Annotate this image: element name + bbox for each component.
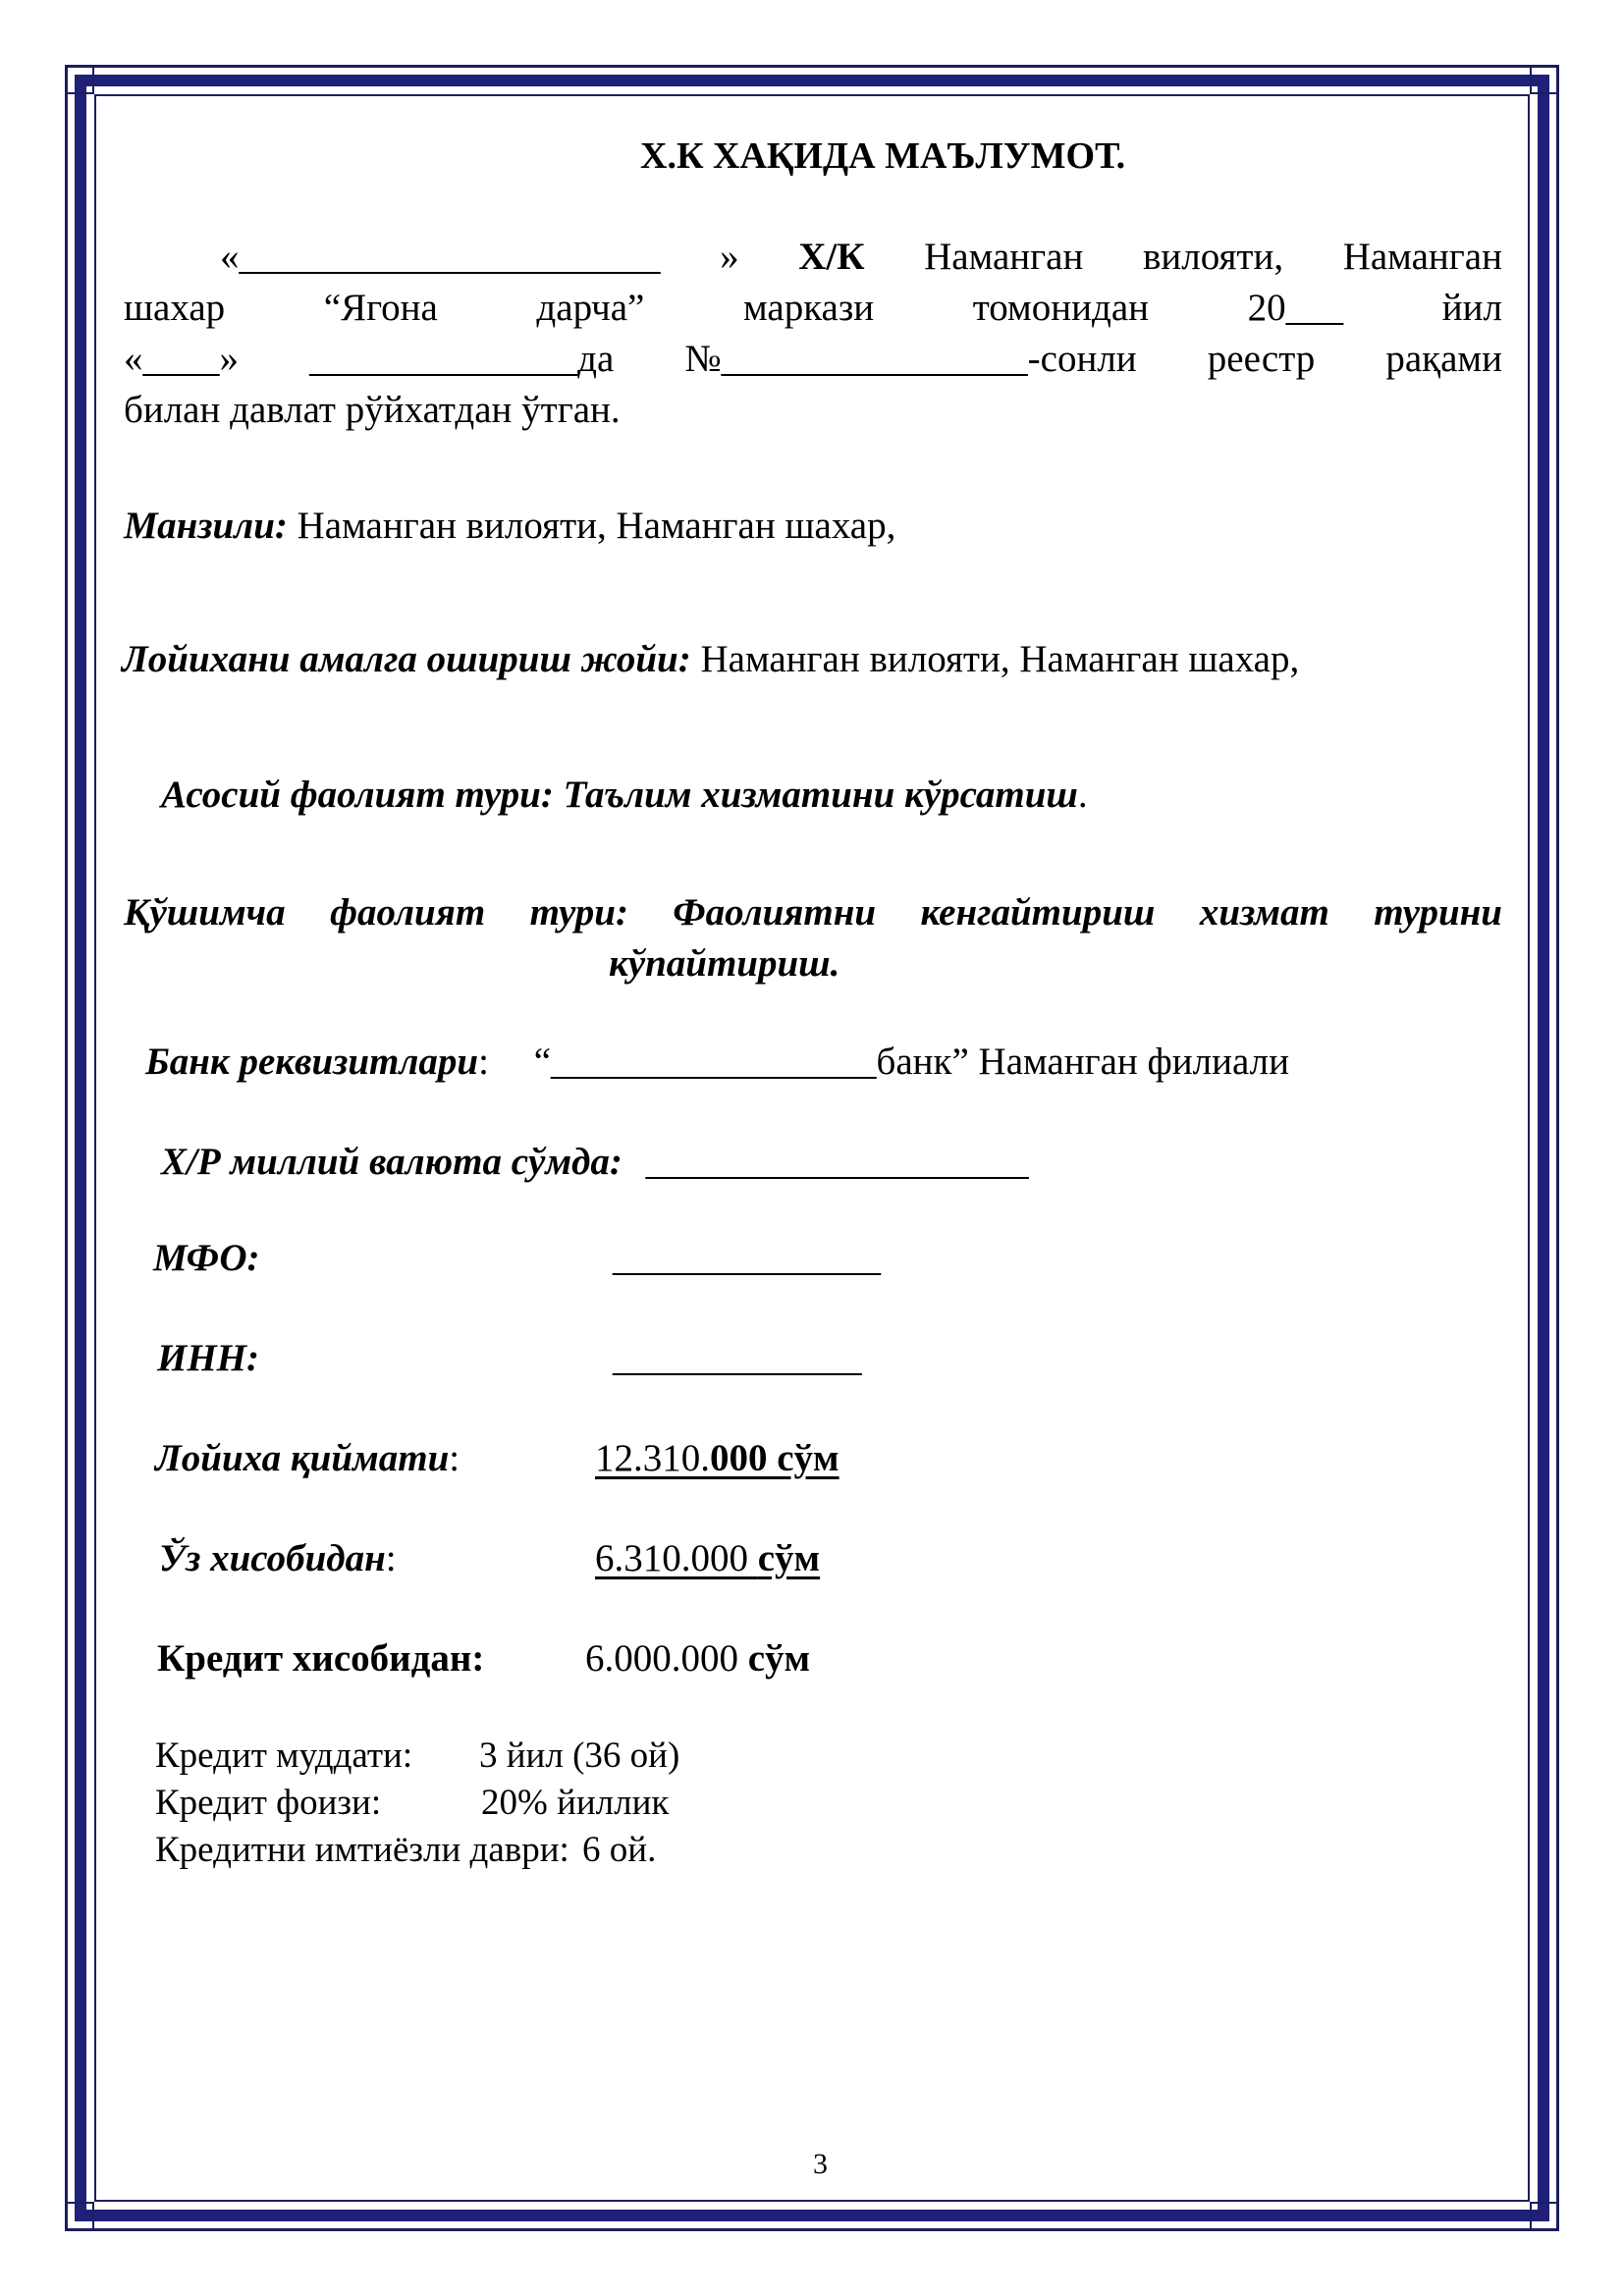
address-row — [124, 507, 895, 545]
project-cost-label-row — [155, 1439, 460, 1477]
extra-activity-word: хизмат — [1199, 891, 1329, 934]
extra-activity-word: Фаолиятни — [673, 891, 877, 934]
border-corner-ornament — [65, 2202, 94, 2231]
registry-number-blank: №________________-сонли — [684, 338, 1137, 380]
bank-label: Банк реквизитлари — [145, 1041, 479, 1083]
account-label: Х/Р миллий валюта сўмда: — [161, 1141, 623, 1183]
own-funds-currency: сўм — [757, 1537, 821, 1579]
quote-close: » — [720, 236, 739, 278]
credit-term-label: Кредит муддати: — [155, 1735, 413, 1776]
intro-line-1 — [220, 238, 1502, 276]
intro-line-2 — [124, 289, 1502, 327]
extra-activity-line-2: кўпайтириш. — [609, 942, 840, 985]
month-blank: ______________да — [309, 338, 615, 380]
extra-activity-line-1 — [124, 893, 1502, 932]
own-funds-value — [595, 1539, 820, 1577]
project-cost-value — [595, 1439, 839, 1477]
project-location-row — [122, 640, 1299, 678]
inn-label: ИНН: — [157, 1337, 259, 1379]
own-funds-number: 6.310.000 — [595, 1537, 758, 1579]
credit-funds-value — [585, 1639, 810, 1678]
project-location-label: Лойихани амалга ошириш жойи: — [122, 638, 691, 680]
bank-colon: : — [478, 1041, 489, 1083]
account-row — [161, 1143, 1029, 1181]
document-title: Х.К ХАҚИДА МАЪЛУМОТ. — [640, 135, 1126, 177]
mfo-label: МФО: — [153, 1237, 260, 1279]
bank-row — [145, 1042, 1289, 1081]
intro-word: шахар — [124, 287, 226, 329]
credit-term-value: 3 йил (36 ой) — [479, 1735, 680, 1776]
inn-value: _____________ — [613, 1337, 862, 1379]
intro-word: рақами — [1385, 338, 1502, 380]
project-cost-number: 12.310. — [595, 1437, 710, 1479]
credit-funds-number: 6.000.000 — [585, 1637, 748, 1680]
border-corner-ornament — [65, 65, 94, 94]
extra-activity-word: турини — [1374, 891, 1502, 934]
project-location-value: Наманган вилояти, Наманган шахар, — [700, 638, 1300, 680]
address-label: Манзили: — [124, 505, 288, 547]
extra-activity-word: кенгайтириш — [920, 891, 1156, 934]
own-funds-label: Ўз хисобидан — [159, 1537, 386, 1579]
intro-word: реестр — [1207, 338, 1316, 380]
day-blank: «____» — [124, 338, 239, 380]
address-value: Наманган вилояти, Наманган шахар, — [297, 505, 896, 547]
mfo-value: ______________ — [613, 1237, 881, 1279]
intro-line-3 — [124, 340, 1502, 378]
own-funds-colon: : — [385, 1537, 397, 1579]
project-cost-colon: : — [449, 1437, 460, 1479]
credit-rate-label: Кредит фоизи: — [155, 1783, 382, 1823]
own-funds-label-row — [159, 1539, 397, 1577]
intro-word: вилояти, — [1142, 236, 1284, 278]
credit-funds-currency: сўм — [747, 1637, 811, 1680]
intro-word: дарча” — [536, 287, 645, 329]
intro-word: маркази — [742, 287, 875, 329]
credit-grace-label: Кредитни имтиёзли даври: — [155, 1830, 569, 1870]
main-activity-row — [161, 775, 1088, 814]
project-cost-number-bold: 000 сўм — [710, 1437, 839, 1479]
company-name-blank: «______________________ — [220, 236, 661, 278]
project-cost-label: Лойиха қиймати — [155, 1437, 450, 1479]
company-type: Х/К — [798, 236, 865, 278]
credit-grace-row — [155, 1832, 656, 1868]
intro-word: Наманган — [1342, 236, 1502, 278]
intro-word: “Ягона — [323, 287, 438, 329]
intro-word: томонидан — [972, 287, 1149, 329]
bank-value: “_________________банк” Наманган филиали — [533, 1041, 1289, 1083]
credit-grace-value: 6 ой. — [582, 1830, 657, 1870]
border-corner-ornament — [1530, 2202, 1559, 2231]
main-activity-period: . — [1077, 774, 1088, 816]
border-corner-ornament — [1530, 65, 1559, 94]
main-activity-text: Асосий фаолият тури: Таълим хизматини кўрсатиш — [161, 774, 1078, 816]
extra-activity-word: тури: — [529, 891, 628, 934]
page-number: 3 — [813, 2148, 828, 2180]
intro-word: йил — [1441, 287, 1502, 329]
year-blank: 20___ — [1247, 287, 1344, 329]
extra-activity-word: фаолият — [330, 891, 486, 934]
credit-funds-label: Кредит хисобидан: — [157, 1637, 485, 1680]
credit-rate-value: 20% йиллик — [481, 1783, 670, 1823]
intro-line-4: билан давлат рўйхатдан ўтган. — [124, 389, 621, 431]
account-value: ____________________ — [645, 1141, 1029, 1183]
intro-word: Наманган — [924, 236, 1084, 278]
extra-activity-word: Қўшимча — [124, 891, 286, 934]
